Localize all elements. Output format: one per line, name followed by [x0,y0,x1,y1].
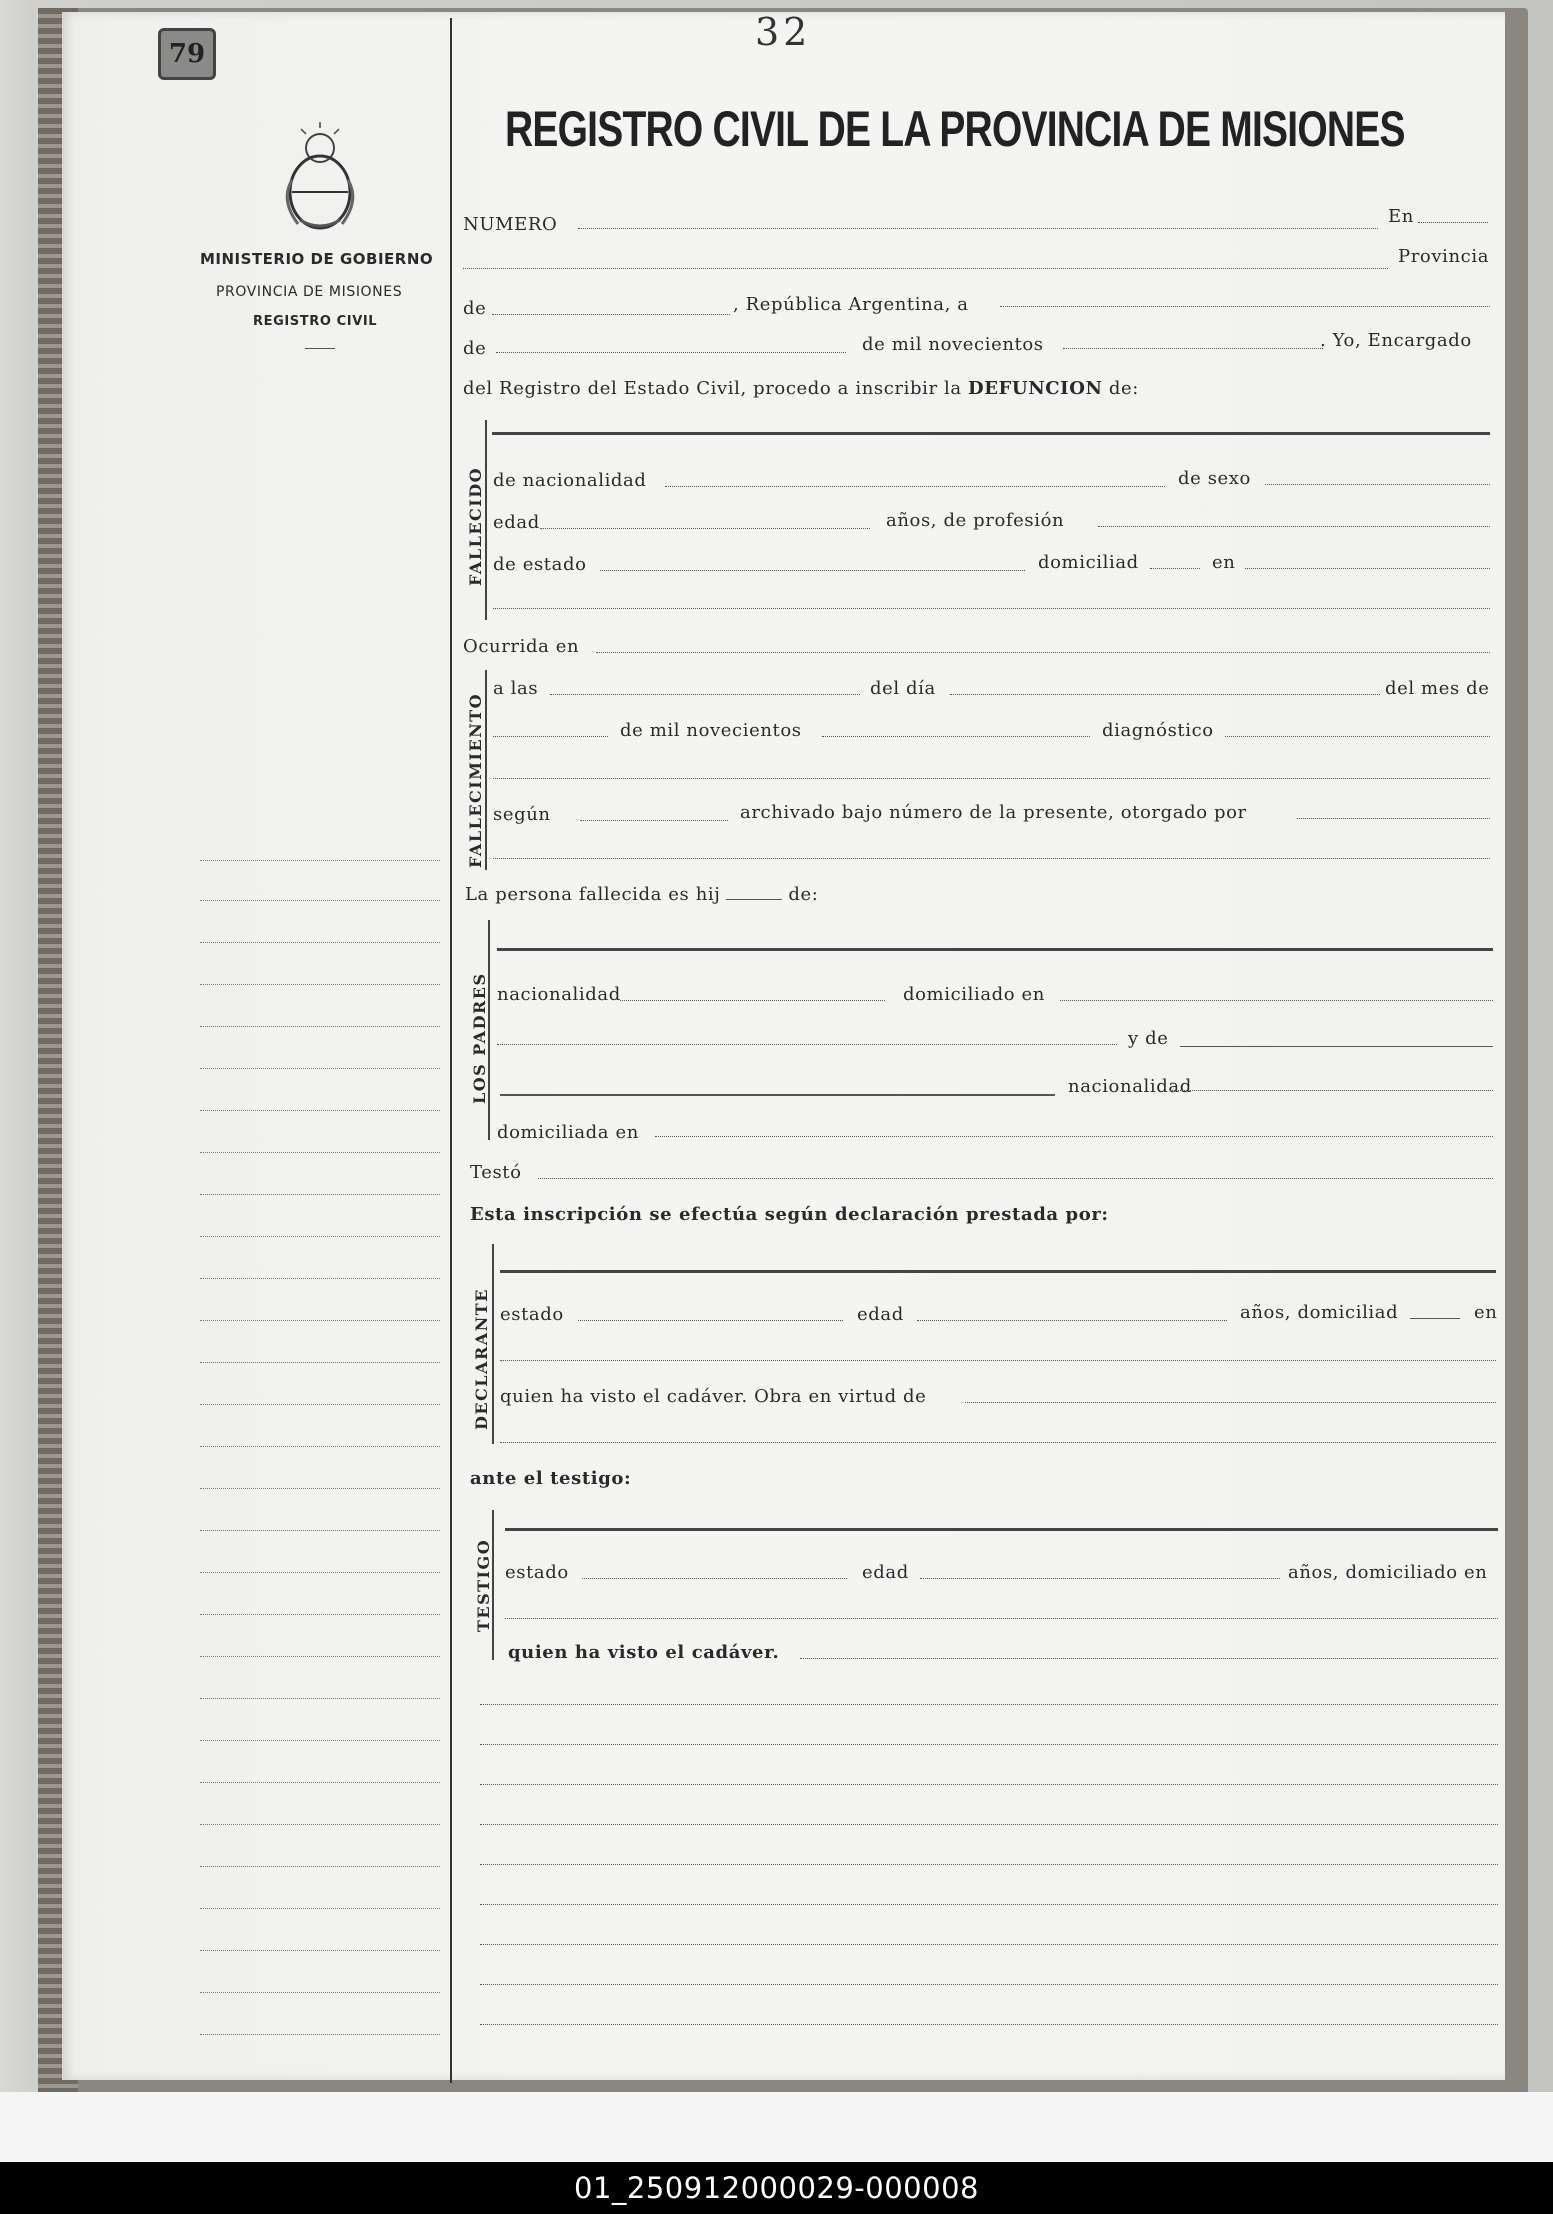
de-label-2: de [463,338,487,359]
declarante-anos-label: años, domiciliad [1240,1302,1399,1323]
defuncion-text: DEFUNCION [968,378,1103,399]
declarante-estado-label: estado [500,1304,564,1325]
edad-field[interactable] [540,528,870,529]
notes-line[interactable] [480,1904,1498,1905]
margin-line[interactable] [200,1320,440,1321]
mil-novecientos-label-2: de mil novecientos [620,720,802,741]
a-las-label: a las [493,678,539,699]
padre-name-field[interactable] [497,948,1493,951]
margin-line[interactable] [200,1278,440,1279]
fallecido-name-field[interactable] [492,432,1490,435]
obra-field-2[interactable] [500,1442,1496,1443]
declarante-quien-label: quien ha visto el cadáver. Obra en virtud de [500,1386,927,1407]
office-name: REGISTRO CIVIL [253,314,378,329]
padre-nacionalidad-label: nacionalidad [497,984,621,1005]
en-label-fallecido: en [1212,552,1236,573]
margin-line[interactable] [200,1026,440,1027]
numero-label: NUMERO [463,214,558,235]
padre-domicilio-field-2[interactable] [497,1044,1117,1045]
margin-line[interactable] [200,1110,440,1111]
testigo-label: TESTIGO [474,1538,493,1632]
margin-line[interactable] [200,1362,440,1363]
profesion-label: años, de profesión [886,510,1065,531]
margin-line[interactable] [200,1404,440,1405]
diagnostico-field-2[interactable] [493,778,1490,779]
mil-novecientos-label: de mil novecientos [862,334,1044,355]
notes-line[interactable] [480,1744,1498,1745]
notes-line[interactable] [480,1784,1498,1785]
mes-fallecimiento-field[interactable] [493,736,608,737]
domiciliad-label: domiciliad [1038,552,1139,573]
coat-of-arms-icon [270,120,370,240]
sexo-field[interactable] [1265,484,1490,485]
bottom-margin [0,2092,1553,2162]
diagnostico-field[interactable] [1225,736,1490,737]
margin-line[interactable] [200,1992,440,1993]
madre-nacionalidad-field[interactable] [1170,1090,1493,1091]
nacionalidad-label: de nacionalidad [493,470,647,491]
mes-field[interactable] [496,352,846,353]
margin-line[interactable] [200,1908,440,1909]
testigo-estado-field[interactable] [582,1578,847,1579]
madre-name-field-2[interactable] [500,1094,1055,1096]
dia-field[interactable] [950,694,1380,695]
fallecimiento-brace [485,670,487,870]
declarante-domiciliad-suffix[interactable] [1410,1318,1460,1319]
segun-field[interactable] [580,820,728,821]
margin-line[interactable] [200,2034,440,2035]
testigo-edad-label: edad [862,1562,909,1583]
fallecido-brace [485,420,487,620]
testo-field[interactable] [538,1178,1493,1179]
notes-line[interactable] [480,1704,1498,1705]
estado-label: de estado [493,554,587,575]
testigo-extra-field[interactable] [800,1658,1498,1659]
hora-field[interactable] [550,694,860,695]
ano-field[interactable] [1063,348,1323,349]
notes-line[interactable] [480,1944,1498,1945]
testigo-domicilio-field[interactable] [505,1618,1498,1619]
edad-label: edad [493,512,540,533]
testo-label: Testó [470,1162,522,1183]
margin-line[interactable] [200,1614,440,1615]
republica-label: , República Argentina, a [733,294,969,315]
domiciliad-suffix-field[interactable] [1150,568,1200,569]
declaracion-label: Esta inscripción se efectúa según declaración prestada por: [470,1204,1109,1225]
notes-line[interactable] [480,1824,1498,1825]
registro-text: del Registro del Estado Civil, procedo a inscribir la [463,378,962,399]
margin-line[interactable] [200,1824,440,1825]
diagnostico-label: diagnóstico [1102,720,1214,741]
padre-domicilio-field[interactable] [1060,1000,1493,1001]
provincia-field[interactable] [463,268,1388,269]
margin-line[interactable] [200,1950,440,1951]
page-number: 32 [755,10,812,54]
ocurrida-field[interactable] [596,652,1490,653]
fallecido-label: FALLECIDO [466,466,485,586]
padres-label: LOS PADRES [470,972,489,1104]
ante-testigo-label: ante el testigo: [470,1468,632,1489]
testigo-edad-field[interactable] [920,1578,1280,1579]
margin-line[interactable] [200,1446,440,1447]
padre-nacionalidad-field[interactable] [620,1000,885,1001]
profesion-field[interactable] [1098,526,1490,527]
persona-hij-text: La persona fallecida es hij [465,884,721,905]
ministry-name: MINISTERIO DE GOBIERNO [200,250,434,268]
declarante-name-field[interactable] [500,1270,1496,1273]
estado-field[interactable] [600,570,1025,571]
notes-line[interactable] [480,1864,1498,1865]
notes-line[interactable] [480,2024,1498,2025]
del-mes-label: del mes de [1385,678,1490,699]
persona-hij-label [465,884,818,905]
nacionalidad-field[interactable] [665,486,1165,487]
sexo-label: de sexo [1178,468,1251,489]
madre-domicilio-field[interactable] [655,1136,1493,1137]
fecha-field[interactable] [1000,306,1490,307]
domicilio-field[interactable] [1245,568,1490,569]
declarante-edad-label: edad [857,1304,904,1325]
testigo-name-field[interactable] [505,1528,1498,1531]
ocurrida-label: Ocurrida en [463,636,580,657]
domiciliada-en-label: domiciliada en [497,1122,639,1143]
margin-line[interactable] [200,1866,440,1867]
numero-field[interactable] [578,228,1378,229]
declarante-en-label: en [1474,1302,1498,1323]
declarante-domicilio-field[interactable] [500,1360,1496,1361]
main-column-rule [450,18,452,2083]
otorgado-field-2[interactable] [493,858,1490,859]
testigo-anos-label: años, domiciliado en [1288,1562,1488,1583]
y-de-label: y de [1128,1028,1169,1049]
domicilio-field-2[interactable] [493,608,1490,609]
form-title: REGISTRO CIVIL DE LA PROVINCIA DE MISIONES [505,101,1405,157]
de-label-1: de [463,298,487,319]
obra-field[interactable] [965,1402,1496,1403]
hij-suffix-field[interactable] [726,899,782,900]
testigo-quien-label: quien ha visto el cadáver. [508,1642,780,1663]
de-colon-text: de: [1108,378,1139,399]
margin-line[interactable] [200,1068,440,1069]
ano-fallecimiento-field[interactable] [822,736,1090,737]
margin-line[interactable] [200,1572,440,1573]
madre-name-field-1[interactable] [1180,1046,1493,1047]
de-field-1[interactable] [492,314,730,315]
stamp-number: 79 [158,28,216,80]
del-dia-label: del día [870,678,936,699]
madre-nacionalidad-label: nacionalidad [1068,1076,1192,1097]
provincia-label: Provincia [1398,246,1490,267]
divider [305,348,335,349]
margin-line[interactable] [200,1698,440,1699]
declarante-brace [492,1244,494,1444]
margin-line[interactable] [200,1488,440,1489]
segun-label: según [493,804,551,825]
margin-line[interactable] [200,1782,440,1783]
margin-line[interactable] [200,1530,440,1531]
declarante-edad-field[interactable] [917,1320,1227,1321]
en-label: En [1388,206,1414,227]
margin-line[interactable] [200,1740,440,1741]
declarante-estado-field[interactable] [578,1320,843,1321]
en-field[interactable] [1418,222,1488,223]
margin-line[interactable] [200,1656,440,1657]
padres-de-text: de: [788,884,819,905]
margin-line[interactable] [200,1152,440,1153]
margin-line[interactable] [200,860,440,861]
otorgado-field[interactable] [1297,818,1490,819]
margin-line[interactable] [200,1236,440,1237]
margin-line[interactable] [200,900,440,901]
yo-encargado-label: . Yo, Encargado [1320,330,1472,351]
province-name: PROVINCIA DE MISIONES [216,284,403,300]
fallecimiento-label: FALLECIMIENTO [466,692,485,868]
domiciliado-en-label: domiciliado en [903,984,1045,1005]
margin-line[interactable] [200,942,440,943]
margin-line[interactable] [200,1194,440,1195]
image-caption: 01_250912000029-000008 [0,2162,1553,2214]
margin-line[interactable] [200,984,440,985]
archivado-label: archivado bajo número de la presente, otorgado por [740,802,1247,823]
declarante-label: DECLARANTE [472,1288,491,1430]
registro-label [463,378,1139,399]
notes-line[interactable] [480,1984,1498,1985]
testigo-estado-label: estado [505,1562,569,1583]
